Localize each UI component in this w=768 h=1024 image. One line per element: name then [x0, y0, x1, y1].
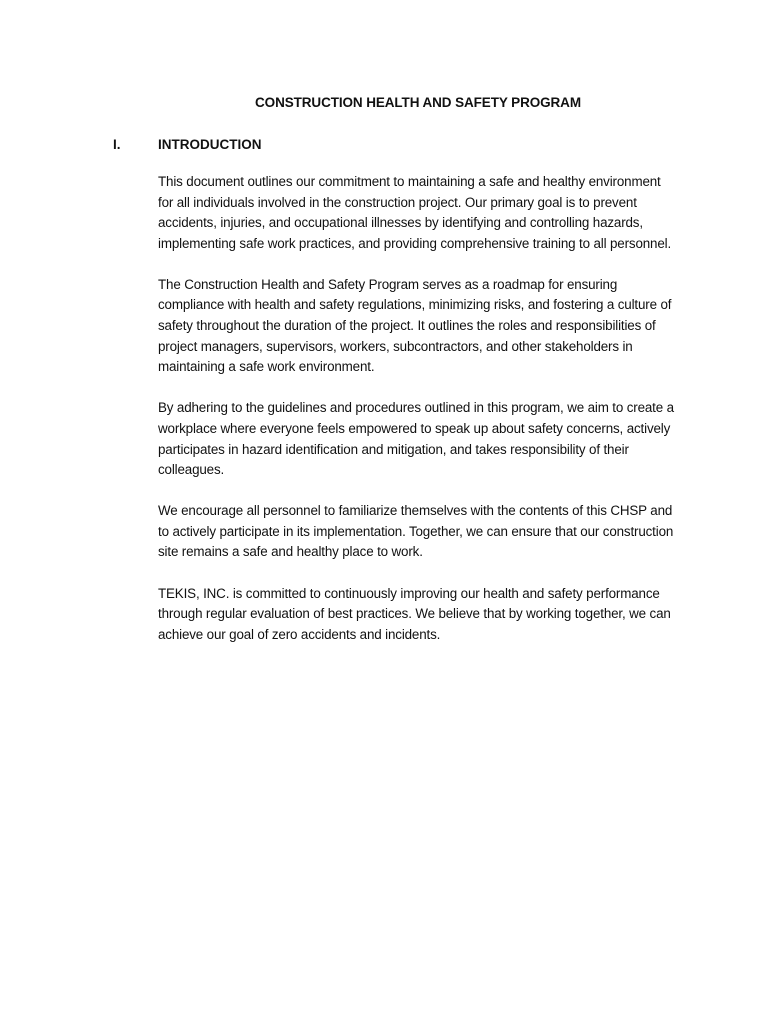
paragraph: We encourage all personnel to familiarize themselves with the contents of this CHSP and to actively participate in its implementation. Together, we can ensure that our construction site remains a safe and healthy place to work. — [158, 503, 674, 560]
section-body — [158, 172, 678, 666]
paragraph: TEKIS, INC. is committed to continuously improving our health and safety performance through regular evaluation of best practices. We believe that by working together, we can achieve our goal of zero accidents and incidents. — [158, 585, 671, 642]
paragraph: This document outlines our commitment to maintaining a safe and healthy environment for all individuals involved in the construction project. Our primary goal is to prevent accidents, injuries, and occupational illnesses by identifying and controlling hazards, implementing safe work practices, and providing comprehensive training to all personnel. — [158, 174, 672, 251]
section-title: INTRODUCTION — [158, 137, 262, 152]
section-number: I. — [113, 137, 121, 152]
paragraph: By adhering to the guidelines and procedures outlined in this program, we aim to create a workplace where everyone feels empowered to speak up about safety concerns, actively participates in hazard identification and mitigation, and takes responsibility of their colleagues. — [158, 400, 674, 478]
document-title: CONSTRUCTION HEALTH AND SAFETY PROGRAM — [255, 95, 581, 110]
paragraph: The Construction Health and Safety Program serves as a roadmap for ensuring compliance with health and safety regulations, minimizing risks, and fostering a culture of safety throughout the duration of the project. It outlines the roles and responsibilities of project managers, supervisors, workers, subcontractors, and other stakeholders in maintaining a safe work environment. — [158, 276, 672, 375]
